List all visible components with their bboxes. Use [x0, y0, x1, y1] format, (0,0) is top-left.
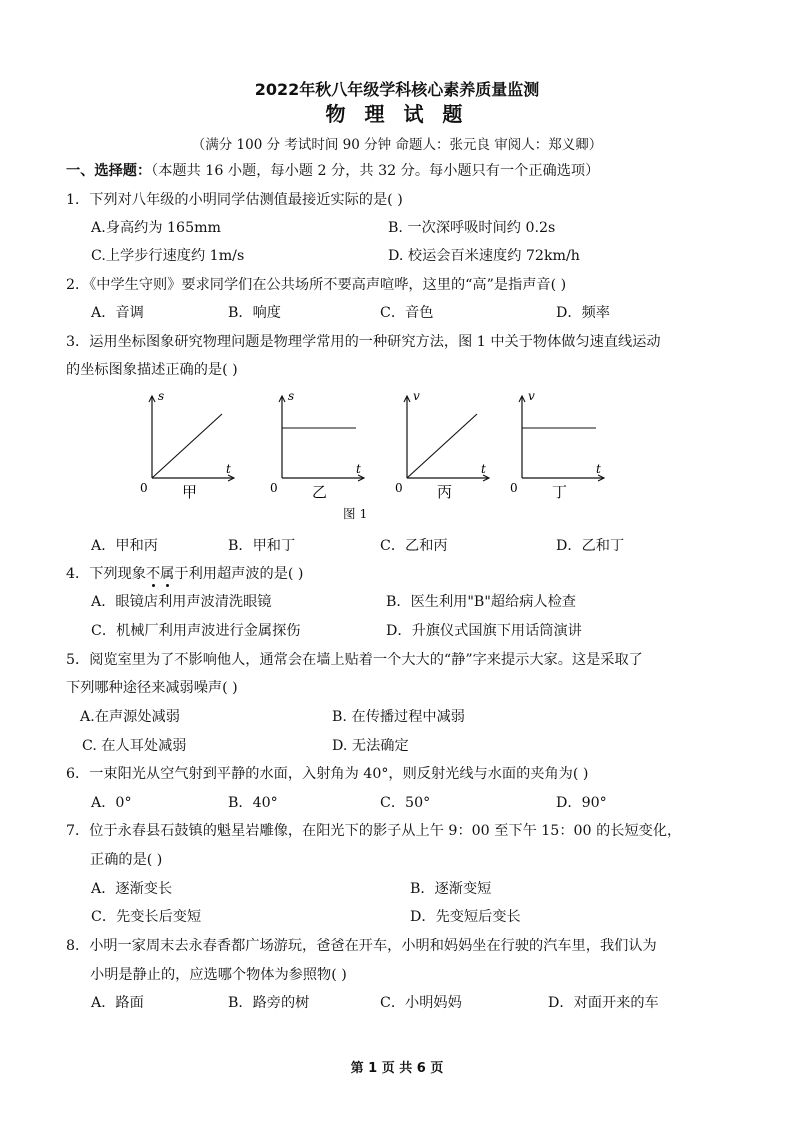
q3-stem-line1: 3．运用坐标图象研究物理问题是物理学常用的一种研究方法，图 1 中关于物体做匀速直线运动	[66, 334, 661, 350]
q1-option-b: B. 一次深呼吸时间约 0.2s	[388, 220, 556, 236]
q6-option-d: D．90°	[556, 795, 607, 811]
q1-option-a: A.身高约为 165mm	[91, 220, 222, 236]
exam-title: 2022年秋八年级学科核心素养质量监测	[254, 80, 540, 99]
graph-3-data-line	[407, 414, 477, 478]
q4-emphasis-2: 属	[160, 566, 175, 582]
q3-option-b: B．甲和丁	[228, 538, 296, 554]
graph-1-name: 甲	[182, 483, 198, 501]
q1-option-d: D. 校运会百米速度约 72km/h	[388, 248, 580, 264]
q2-option-c: C．音色	[380, 305, 434, 321]
q7-option-b: B．逐渐变短	[410, 881, 492, 897]
q7-option-d: D．先变短后变长	[410, 909, 521, 925]
q4-option-a: A．眼镜店利用声波清洗眼镜	[91, 594, 272, 610]
q4-stem-pre: 4．下列现象	[66, 566, 146, 582]
section-heading	[66, 160, 599, 180]
q3-option-c: C．乙和丙	[380, 538, 448, 554]
graph-4-x-label: t	[596, 462, 601, 476]
graph-4-name: 丁	[552, 483, 568, 501]
q5-option-d: D. 无法确定	[332, 738, 409, 754]
q5-option-a: A.在声源处减弱	[80, 709, 180, 725]
q4-option-b: B．医生利用"B"超给病人检查	[386, 594, 576, 610]
q5-option-b: B. 在传播过程中减弱	[332, 709, 465, 725]
q2-option-d: D．频率	[556, 305, 610, 321]
q4-stem-post: 于利用超声波的是( )	[174, 566, 304, 582]
q5-stem-line1: 5．阅览室里为了不影响他人，通常会在墙上贴着一个大大的“静”字来提示大家。这是采取了	[66, 652, 643, 668]
q8-stem-line1: 8．小明一家周末去永春香都广场游玩，爸爸在开车，小明和妈妈坐在行驶的汽车里，我们认为	[66, 938, 657, 954]
page-number: 第 1 页 共 6 页	[350, 1061, 444, 1076]
q3-option-d: D．乙和丁	[556, 538, 625, 554]
q4-option-c: C．机械厂利用声波进行金属探伤	[91, 623, 301, 639]
figure-caption: 图 1	[343, 506, 368, 521]
graph-2-name: 乙	[312, 483, 328, 501]
q6-option-c: C．50°	[380, 795, 431, 811]
section-title: 一、选择题：	[66, 163, 152, 179]
graph-4-y-label: v	[528, 389, 535, 403]
graph-2-origin: 0	[270, 481, 278, 495]
q7-option-a: A．逐渐变长	[91, 881, 173, 897]
graph-4-origin: 0	[510, 481, 518, 495]
q4-stem	[66, 563, 303, 583]
q8-option-b: B．路旁的树	[228, 995, 310, 1011]
q8-stem-line2: 小明是静止的，应选哪个物体为参照物( )	[90, 967, 347, 983]
graph-1-x-label: t	[226, 462, 231, 476]
q8-option-a: A．路面	[91, 995, 144, 1011]
q7-stem-line2: 正确的是( )	[90, 852, 163, 868]
q7-option-c: C．先变长后变短	[91, 909, 202, 925]
graph-3-origin: 0	[395, 481, 403, 495]
q2-stem: 2．《中学生守则》要求同学们在公共场所不要高声喧哗，这里的“高”是指声音( )	[66, 277, 567, 293]
graph-3-y-label: v	[413, 389, 420, 403]
q2-option-b: B．响度	[228, 305, 281, 321]
q4-option-d: D．升旗仪式国旗下用话筒演讲	[386, 623, 582, 639]
q3-option-a: A．甲和丙	[91, 538, 158, 554]
q7-stem-line1: 7．位于永春县石鼓镇的魁星岩雕像，在阳光下的影子从上午 9：00 至下午 15：00 的长短变化，	[66, 823, 682, 839]
graph-2-x-label: t	[356, 462, 361, 476]
graph-3-x-label: t	[481, 462, 486, 476]
subject-title: 物 理 试 题	[325, 102, 469, 126]
q8-option-d: D．对面开来的车	[548, 995, 659, 1011]
q8-option-c: C．小明妈妈	[380, 995, 462, 1011]
section-instruction: （本题共 16 小题，每小题 2 分，共 32 分。每小题只有一个正确选项）	[151, 163, 600, 179]
graph-3-name: 丙	[437, 483, 453, 501]
exam-meta: （满分 100 分 考试时间 90 分钟 命题人：张元良 审阅人：郑义卿）	[191, 137, 603, 153]
graph-2-y-label: s	[288, 389, 295, 403]
q1-stem: 1．下列对八年级的小明同学估测值最接近实际的是( )	[66, 192, 403, 208]
q6-option-a: A．0°	[91, 795, 132, 811]
q4-emphasis-1: 不	[145, 566, 161, 582]
figure-1	[120, 386, 640, 524]
q3-stem-line2: 的坐标图象描述正确的是( )	[66, 362, 238, 378]
graph-1-origin: 0	[140, 481, 148, 495]
q6-option-b: B．40°	[228, 795, 278, 811]
graph-1-data-line	[152, 414, 222, 478]
q6-stem: 6．一束阳光从空气射到平静的水面，入射角为 40°，则反射光线与水面的夹角为( )	[66, 766, 589, 782]
graph-1-y-label: s	[158, 389, 165, 403]
q5-option-c: C. 在人耳处减弱	[82, 738, 187, 754]
q1-option-c: C.上学步行速度约 1m/s	[91, 248, 245, 264]
q5-stem-line2: 下列哪种途径来减弱噪声( )	[66, 680, 238, 696]
q2-option-a: A．音调	[91, 305, 144, 321]
